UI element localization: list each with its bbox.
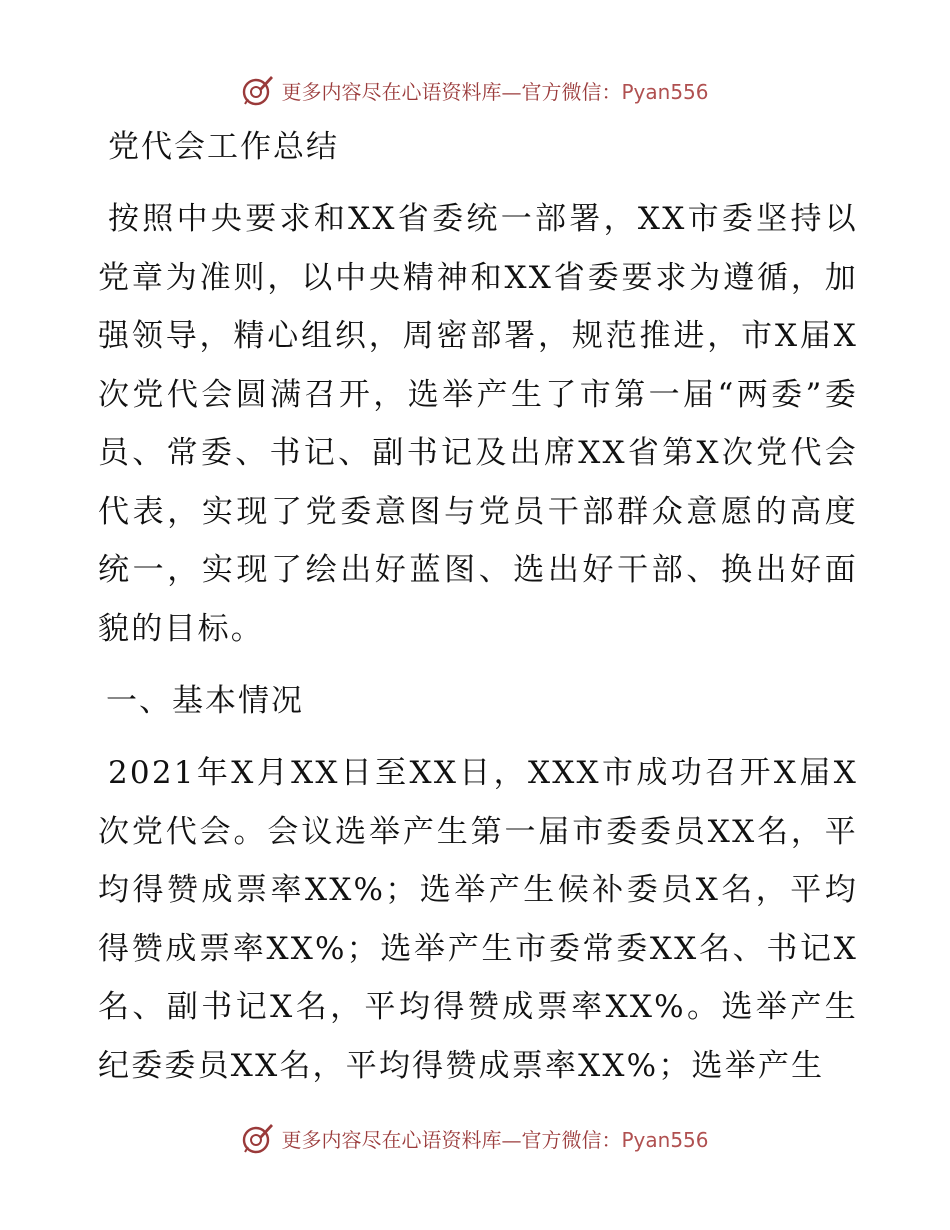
watermark-wechat-id: Pyan556	[621, 1127, 709, 1152]
watermark-content	[241, 1121, 708, 1155]
watermark-content	[241, 73, 708, 107]
watermark-text	[281, 1124, 708, 1153]
section-body-basic-info: 2021年X月XX日至XX日，XXX市成功召开X届X次党代会。会议选举产生第一届市委委员XX名，平均得赞成票率XX%；选举产生候补委员X名，平均得赞成票率XX%；选举产生市委常委XX名、书记X名、副书记X名，平均得赞成票率XX%。选举产生纪委委员XX名，平均得赞成票率XX%；选举产生	[98, 755, 858, 1084]
pen-circle-logo-icon	[241, 73, 275, 107]
watermark-banner-top	[0, 70, 950, 110]
watermark-text	[281, 76, 708, 105]
watermark-banner-bottom	[0, 1118, 950, 1158]
document-title: 党代会工作总结	[108, 129, 339, 165]
watermark-label: 更多内容尽在心语资料库—官方微信：	[281, 1127, 622, 1152]
pen-circle-logo-icon	[241, 1121, 275, 1155]
section-heading-basic-info: 一、基本情况	[106, 683, 304, 719]
watermark-wechat-id: Pyan556	[621, 79, 709, 104]
watermark-label: 更多内容尽在心语资料库—官方微信：	[281, 79, 622, 104]
document-body	[98, 124, 858, 1115]
intro-paragraph: 按照中央要求和XX省委统一部署，XX市委坚持以党章为准则，以中央精神和XX省委要求为遵循，加强领导，精心组织，周密部署，规范推进，市X届X次党代会圆满召开，选举产生了市第一届“两委”委员、常委、书记、副书记及出席XX省第X次党代会代表，实现了党委意图与党员干部群众意愿的高度统一，实现了绘出好蓝图、选出好干部、换出好面貌的目标。	[98, 201, 858, 647]
